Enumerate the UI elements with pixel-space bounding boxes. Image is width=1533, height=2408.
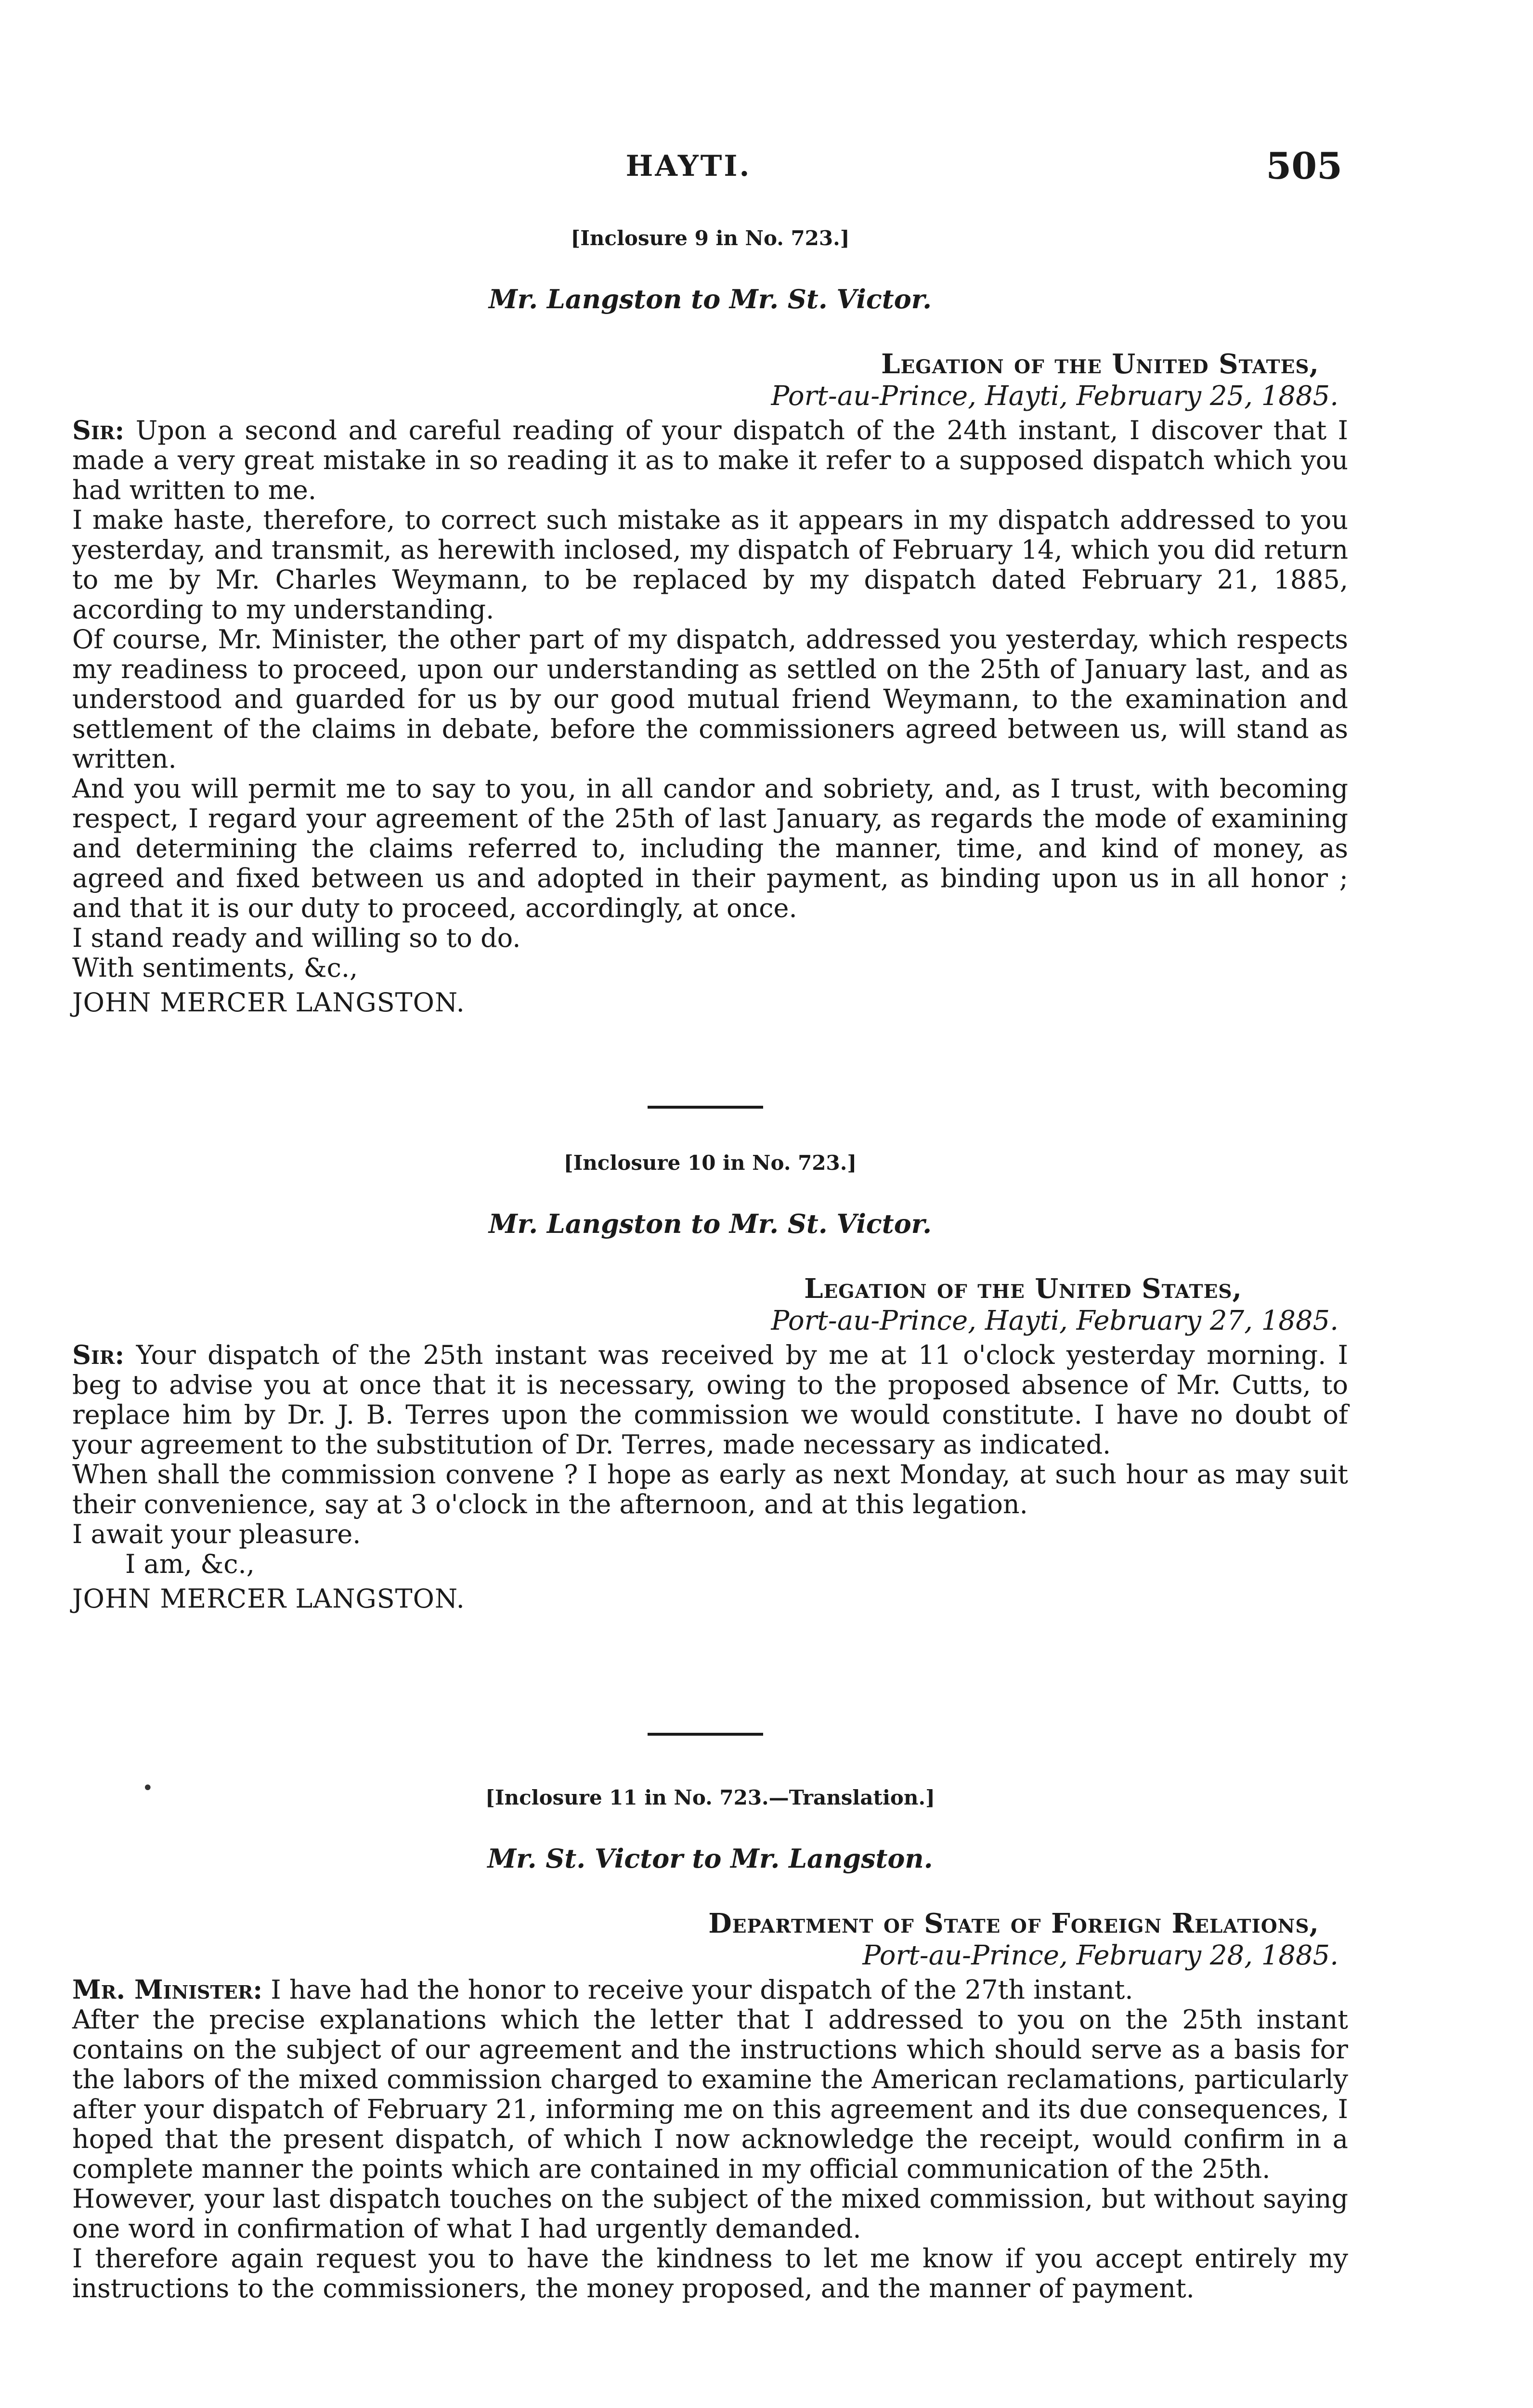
dateline (72, 1273, 1348, 1337)
page-number: 505 (1266, 144, 1342, 187)
signature: JOHN MERCER LANGSTON. (72, 1584, 465, 1614)
paragraph: I stand ready and willing so to do. (72, 923, 521, 953)
paragraph (72, 1975, 1348, 2005)
dateline-place: Legation of the United States, (881, 348, 1319, 380)
paragraph-text: Your dispatch of the 25th instant was received by me at 11 o'clock yesterday morning. I beg to advise you at once that it is necessary, owing to the proposed absence of Mr. Cutts, to replace him by Dr. J. B. Terres upon the commission we would constitute. I have no doubt of your agreement to the substitution of Dr. Terres, made necessary as indicated. (72, 1340, 1348, 1460)
dateline-place: Legation of the United States, (804, 1273, 1242, 1305)
margin-mark: • (142, 1777, 154, 1799)
paragraph: After the precise explanations which the letter that I addressed to you on the 25th instant contains on the subject of our agreement and the instructions which should serve as a basis for the labors of the mixed commission charged to examine the American reclamations, particularly after your dispatch of February 21, informing me on this agreement and its due consequences, I hoped that the present dispatch, of which I now acknowledge the receipt, would confirm in a complete manner the points which are contained in my official communication of the 25th. (72, 2004, 1348, 2184)
paragraph: I therefore again request you to have the kindness to let me know if you accept entirely my instructions to the commissioners, the money proposed, and the manner of payment. (72, 2243, 1348, 2303)
paragraph-text: Upon a second and careful reading of your dispatch of the 24th instant, I discover that I made a very great mistake in so reading it as to make it refer to a supposed dispatch which you had written to me. (72, 415, 1348, 505)
letter-body (72, 415, 1348, 1018)
running-title: HAYTI. (625, 149, 752, 183)
correspondents-heading: Mr. St. Victor to Mr. Langston. (487, 1843, 933, 1874)
dateline-date: Port-au-Prince, Hayti, February 25, 1885. (771, 380, 1338, 412)
closing: With sentiments, &c., (72, 953, 358, 983)
inclosure-heading: [Inclosure 11 in No. 723.—Translation.] (485, 1786, 935, 1809)
paragraph: I make haste, therefore, to correct such mistake as it appears in my dispatch addressed to you yesterday, and transmit, as herewith inclosed, my dispatch of February 14, which you did return to me by Mr. Charles Weymann, to be replaced by my dispatch dated February 21, 1885, according to my understanding. (72, 505, 1348, 625)
paragraph: However, your last dispatch touches on the subject of the mixed commission, but without saying one word in confirmation of what I had urgently demanded. (72, 2184, 1348, 2244)
letter-body (72, 1975, 1348, 2303)
correspondents-heading: Mr. Langston to Mr. St. Victor. (488, 284, 932, 314)
section-divider (648, 1106, 763, 1109)
paragraph (72, 1340, 1348, 1460)
letter-2 (72, 1151, 1348, 1614)
paragraph: I await your pleasure. (72, 1519, 361, 1549)
paragraph: Of course, Mr. Minister, the other part of my dispatch, addressed you yesterday, which respects my readiness to proceed, upon our understanding as settled on the 25th of January last, and as understood and guarded for us by our good mutual friend Weymann, to the examination and settlement of the claims in debate, before the commissioners agreed between us, will stand as written. (72, 624, 1348, 774)
running-head (0, 144, 1533, 188)
dateline-place: Department of State of Foreign Relations, (708, 1908, 1319, 1939)
section-divider (648, 1733, 763, 1736)
dateline (72, 348, 1348, 412)
letter-1 (72, 226, 1348, 1018)
paragraph (72, 415, 1348, 505)
inclosure-heading: [Inclosure 10 in No. 723.] (563, 1151, 857, 1175)
inclosure-heading: [Inclosure 9 in No. 723.] (571, 226, 850, 250)
salutation: Sir: (72, 415, 125, 445)
letter-body (72, 1340, 1348, 1614)
dateline-date: Port-au-Prince, Hayti, February 27, 1885. (771, 1305, 1338, 1336)
salutation: Sir: (72, 1339, 125, 1370)
correspondents-heading: Mr. Langston to Mr. St. Victor. (488, 1208, 932, 1239)
letter-3 (72, 1786, 1348, 2303)
dateline (72, 1908, 1348, 1972)
salutation: Mr. Minister: (72, 1974, 263, 2005)
paragraph: When shall the commission convene ? I hope as early as next Monday, at such hour as may suit their convenience, say at 3 o'clock in the afternoon, and at this legation. (72, 1459, 1348, 1519)
paragraph: And you will permit me to say to you, in all candor and sobriety, and, as I trust, with becoming respect, I regard your agreement of the 25th of last January, as regards the mode of examining and determining the claims referred to, including the manner, time, and kind of money, as agreed and fixed between us and adopted in their payment, as binding upon us in all honor ; and that it is our duty to proceed, accordingly, at once. (72, 773, 1348, 923)
signature: JOHN MERCER LANGSTON. (72, 987, 465, 1018)
paragraph-text: I have had the honor to receive your dispatch of the 27th instant. (271, 1975, 1133, 2005)
dateline-date: Port-au-Prince, February 28, 1885. (862, 1940, 1338, 1971)
closing: I am, &c., (125, 1549, 255, 1579)
